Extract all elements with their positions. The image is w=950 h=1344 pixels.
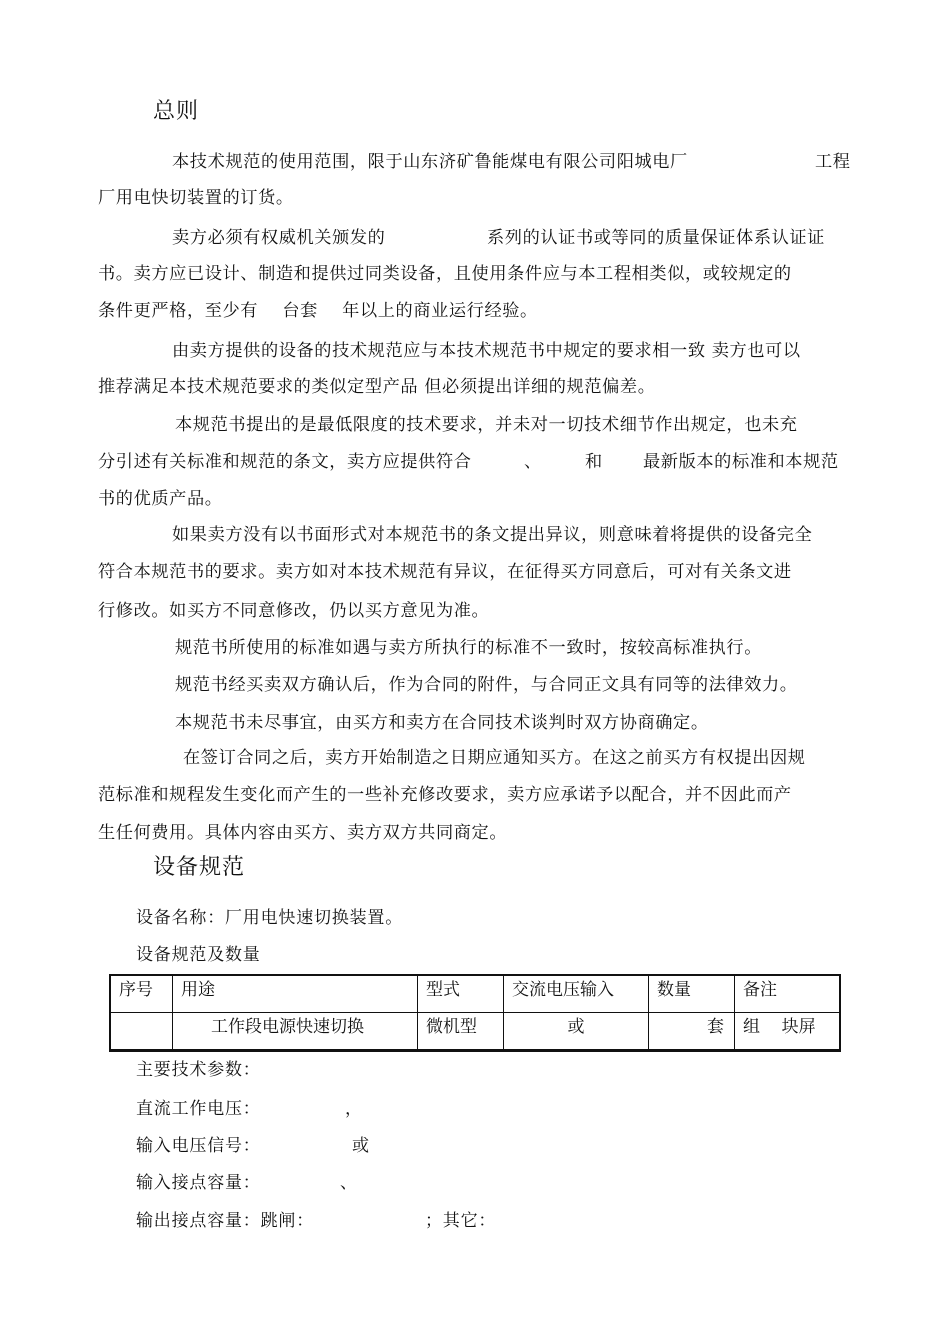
paragraph-outstanding-matters: 本规范书未尽事宜，由买方和卖方在合同技术谈判时双方协商确定。 [175,713,709,733]
section-title-general: 总则 [153,99,200,124]
paragraph-certification-line1: 卖方必须有权威机关颁发的 [172,228,386,248]
table-cell-no [110,1013,173,1051]
table-header-cell: 备注 [735,975,841,1013]
paragraph-specification-line2: 推荐满足本技术规范要求的类似定型产品 但必须提出详细的规范偏差。 [98,377,656,397]
paragraph-scope-line1: 本技术规范的使用范围，限于山东济矿鲁能煤电有限公司阳城电厂 [172,152,688,172]
parameters-title: 主要技术参数： [136,1060,261,1080]
equipment-name: 设备名称：厂用电快速切换装置。 [136,908,403,928]
table-header-row [110,975,840,1013]
paragraph-manufacturing-line3: 生任何费用。具体内容由买方、卖方双方共同商定。 [98,823,508,843]
paragraph-contract-attachment: 规范书经买卖双方确认后，作为合同的附件，与合同正文具有同等的法律效力。 [175,675,798,695]
paragraph-objection-line3: 行修改。如买方不同意修改，仍以买方意见为准。 [98,601,490,621]
paragraph-specification-line1: 由卖方提供的设备的技术规范应与本技术规范书中规定的要求相一致 卖方也可以 [172,341,801,361]
paragraph-manufacturing-line1: 在签订合同之后，卖方开始制造之日期应通知买方。在这之前买方有权提出因规 [183,748,806,768]
paragraph-objection-line2: 符合本规范书的要求。卖方如对本技术规范有异议，在征得买方同意后，可对有关条文进 [98,562,792,582]
table-cell-type: 微机型 [418,1013,504,1051]
table-header-cell: 交流电压输入 [504,975,649,1013]
paragraph-standards: 规范书所使用的标准如遇与卖方所执行的标准不一致时，按较高标准执行。 [175,638,762,658]
table-header-cell: 用途 [173,975,418,1013]
equipment-spec-table [109,974,841,1052]
table-cell-quantity: 套 [649,1013,735,1051]
table-header-cell: 型式 [418,975,504,1013]
table-cell-voltage: 或 [504,1013,649,1051]
table-cell-usage: 工作段电源快速切换 [173,1013,418,1051]
param-input-voltage-signal-separator: 或 [352,1136,370,1156]
paragraph-scope-line2: 厂用电快切装置的订货。 [98,188,294,208]
param-dc-voltage-label: 直流工作电压： [136,1099,261,1119]
paragraph-minimum-line2-part3: 和 [585,452,603,472]
paragraph-scope-line1-end: 工程 [815,152,851,172]
table-header-cell: 数量 [649,975,735,1013]
section-title-equipment: 设备规范 [153,855,246,880]
paragraph-certification-line3: 条件更严格，至少有 台套 年以上的商业运行经验。 [98,301,538,321]
paragraph-objection-line1: 如果卖方没有以书面形式对本规范书的条文提出异议，则意味着将提供的设备完全 [172,525,813,545]
paragraph-minimum-line1: 本规范书提出的是最低限度的技术要求，并未对一切技术细节作出规定，也未充 [175,415,798,435]
table-row [110,1013,840,1051]
param-input-voltage-signal-label: 输入电压信号： [136,1136,261,1156]
paragraph-certification-line1-end: 系列的认证书或等同的质量保证体系认证证 [487,228,825,248]
param-output-contact-other: ；其它： [425,1211,497,1231]
paragraph-certification-line2: 书。卖方应已设计、制造和提供过同类设备，且使用条件应与本工程相类似，或较规定的 [98,264,792,284]
param-dc-voltage-separator: ， [345,1099,363,1119]
param-input-contact-capacity-label: 输入接点容量： [136,1173,261,1193]
paragraph-minimum-line2-part2: 、 [524,452,542,472]
paragraph-minimum-line2-part1: 分引述有关标准和规范的条文，卖方应提供符合 [98,452,472,472]
paragraph-minimum-line2-part4: 最新版本的标准和本规范 [643,452,839,472]
paragraph-manufacturing-line2: 范标准和规程发生变化而产生的一些补充修改要求，卖方应承诺予以配合，并不因此而产 [98,785,792,805]
table-header-cell: 序号 [110,975,173,1013]
param-output-contact-capacity-label: 输出接点容量：跳闸： [136,1211,314,1231]
paragraph-minimum-line3: 书的优质产品。 [98,489,223,509]
equipment-spec-quantity-label: 设备规范及数量 [136,945,261,965]
table-cell-remark: 组 块屏 [735,1013,841,1051]
param-input-contact-capacity-separator: 、 [340,1173,358,1193]
